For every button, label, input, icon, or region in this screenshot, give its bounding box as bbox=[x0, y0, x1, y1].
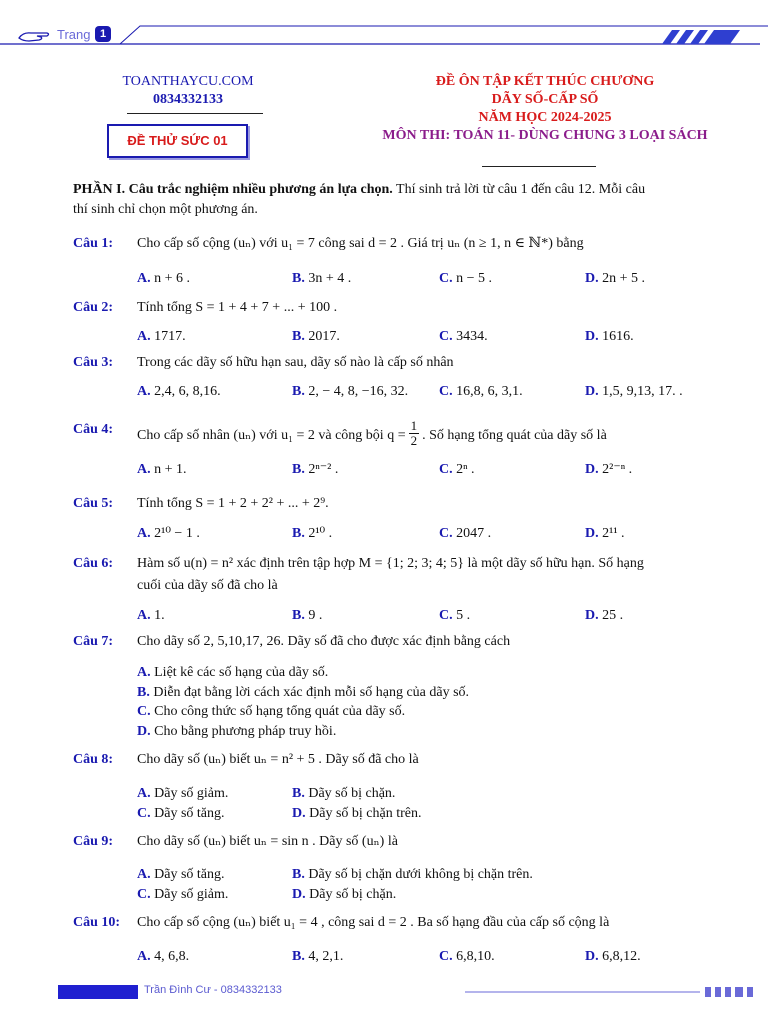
answer-option[interactable] bbox=[585, 461, 632, 479]
answer-option[interactable] bbox=[137, 270, 190, 288]
answer-option[interactable] bbox=[439, 525, 491, 543]
option-letter: D. bbox=[292, 806, 306, 821]
answer-option[interactable] bbox=[137, 684, 469, 702]
question-number: Câu 5: bbox=[73, 496, 114, 511]
option-letter: C. bbox=[439, 329, 453, 344]
option-letter: B. bbox=[292, 384, 305, 399]
section-instruction-line-2: thí sinh chỉ chọn một phương án. bbox=[73, 202, 258, 217]
option-text: Diễn đạt bằng lời cách xác định mỗi số hạng của dãy số. bbox=[153, 684, 470, 700]
option-text: Dãy số giảm. bbox=[154, 887, 229, 902]
option-text: Cho bằng phương pháp truy hồi. bbox=[154, 723, 337, 739]
option-letter: C. bbox=[137, 806, 151, 821]
option-letter: A. bbox=[137, 462, 151, 477]
answer-option[interactable] bbox=[585, 270, 645, 288]
option-letter: A. bbox=[137, 271, 151, 286]
footer-author: Trần Đình Cư - 0834332133 bbox=[144, 984, 282, 996]
option-letter: C. bbox=[439, 271, 453, 286]
answer-option[interactable] bbox=[585, 383, 683, 401]
question-number: Câu 1: bbox=[73, 236, 114, 251]
option-text: Liệt kê các số hạng của dãy số. bbox=[154, 665, 329, 680]
question-number: Câu 4: bbox=[73, 422, 114, 437]
option-text: Dãy số bị chặn trên. bbox=[309, 806, 422, 821]
question-text-part: Cho cấp số nhân (uₙ) với u₁ = 2 và công bội q = bbox=[137, 427, 406, 443]
answer-option[interactable] bbox=[137, 703, 405, 721]
option-text: n + 1. bbox=[154, 462, 187, 477]
answer-option[interactable] bbox=[292, 886, 396, 904]
answer-option[interactable] bbox=[292, 270, 351, 288]
option-letter: A. bbox=[137, 384, 151, 399]
answer-option[interactable] bbox=[137, 525, 200, 543]
answer-option[interactable] bbox=[137, 866, 225, 884]
question-text: Cho dãy số (uₙ) biết uₙ = n² + 5 . Dãy số đã cho là bbox=[137, 752, 419, 767]
option-letter: B. bbox=[292, 526, 305, 541]
answer-option[interactable] bbox=[137, 328, 186, 346]
question-text: Cho dãy số (uₙ) biết uₙ = sin n . Dãy số (uₙ) là bbox=[137, 834, 398, 849]
answer-option[interactable] bbox=[292, 866, 533, 884]
question-number: Câu 2: bbox=[73, 300, 114, 315]
option-text: 4, 6,8. bbox=[154, 949, 190, 964]
option-letter: A. bbox=[137, 786, 151, 801]
question-number: Câu 9: bbox=[73, 834, 114, 849]
question-text: Cho dãy số 2, 5,10,17, 26. Dãy số đã cho được xác định bằng cách bbox=[137, 634, 511, 649]
option-text: 2¹¹ . bbox=[602, 526, 625, 541]
footer-decoration bbox=[465, 984, 765, 1000]
option-letter: A. bbox=[137, 526, 151, 541]
answer-option[interactable] bbox=[137, 664, 328, 682]
question-text-line-2: cuối của dãy số đã cho là bbox=[137, 578, 278, 593]
option-letter: B. bbox=[292, 462, 305, 477]
answer-option[interactable] bbox=[585, 328, 634, 346]
pointing-hand-icon bbox=[17, 28, 51, 44]
answer-option[interactable] bbox=[137, 805, 225, 823]
option-letter: D. bbox=[585, 608, 599, 623]
answer-option[interactable] bbox=[137, 461, 187, 479]
option-letter: D. bbox=[292, 887, 306, 902]
option-letter: A. bbox=[137, 608, 151, 623]
option-text: 6,8,12. bbox=[602, 949, 641, 964]
question-text: Tính tổng S = 1 + 2 + 2² + ... + 2⁹. bbox=[137, 496, 329, 511]
option-letter: C. bbox=[439, 608, 453, 623]
question-text: Hàm số u(n) = n² xác định trên tập hợp M = {1; 2; 3; 4; 5} là một dãy số hữu hạn. Số hạng bbox=[137, 556, 644, 571]
page-label: Trang bbox=[57, 27, 91, 42]
answer-option[interactable] bbox=[292, 805, 421, 823]
option-text: 2, − 4, 8, −16, 32. bbox=[308, 384, 409, 399]
title-line-2: DÃY SỐ-CẤP SỐ bbox=[491, 92, 599, 107]
answer-option[interactable] bbox=[439, 948, 495, 966]
question-number: Câu 8: bbox=[73, 752, 114, 767]
answer-option[interactable] bbox=[292, 785, 395, 803]
option-letter: B. bbox=[292, 786, 305, 801]
answer-option[interactable] bbox=[585, 525, 625, 543]
question-number: Câu 7: bbox=[73, 634, 114, 649]
answer-option[interactable] bbox=[137, 607, 165, 625]
option-letter: B. bbox=[292, 867, 305, 882]
answer-option[interactable] bbox=[137, 886, 228, 904]
fraction-numerator: 1 bbox=[410, 418, 418, 433]
answer-option[interactable] bbox=[439, 328, 488, 346]
option-letter: A. bbox=[137, 665, 151, 680]
fraction bbox=[409, 419, 420, 448]
answer-option[interactable] bbox=[292, 383, 408, 401]
option-letter: B. bbox=[292, 949, 305, 964]
question-number: Câu 3: bbox=[73, 355, 114, 370]
question-text: Trong các dãy số hữu hạn sau, dãy số nào là cấp số nhân bbox=[137, 355, 454, 370]
option-text: 2,4, 6, 8,16. bbox=[154, 384, 221, 399]
header-band bbox=[0, 0, 768, 60]
option-text: 2n + 5 . bbox=[602, 271, 646, 286]
option-letter: A. bbox=[137, 867, 151, 882]
option-text: 4, 2,1. bbox=[308, 949, 344, 964]
option-text: 3n + 4 . bbox=[308, 271, 352, 286]
option-letter: C. bbox=[137, 887, 151, 902]
option-letter: B. bbox=[292, 608, 305, 623]
answer-option[interactable] bbox=[137, 948, 189, 966]
answer-option[interactable] bbox=[292, 948, 343, 966]
option-text: 1717. bbox=[154, 329, 186, 344]
question-text: Cho cấp số cộng (uₙ) biết u₁ = 4 , công sai d = 2 . Ba số hạng đầu của cấp số cộng là bbox=[137, 915, 610, 930]
answer-option[interactable] bbox=[137, 723, 336, 741]
option-letter: D. bbox=[137, 723, 151, 739]
phone-number: 0834332133 bbox=[153, 92, 223, 107]
option-text: Dãy số tăng. bbox=[154, 806, 225, 821]
option-text: 5 . bbox=[456, 608, 471, 623]
option-letter: C. bbox=[439, 384, 453, 399]
footer-bar bbox=[58, 985, 138, 999]
option-letter: C. bbox=[439, 462, 453, 477]
option-text: n − 5 . bbox=[456, 271, 493, 286]
option-text: 1616. bbox=[602, 329, 634, 344]
option-letter: B. bbox=[292, 329, 305, 344]
answer-option[interactable] bbox=[585, 607, 623, 625]
answer-option[interactable] bbox=[585, 948, 641, 966]
fraction-denominator: 2 bbox=[410, 433, 418, 448]
option-text: Dãy số giảm. bbox=[154, 786, 229, 801]
option-text: 1,5, 9,13, 17. . bbox=[602, 384, 683, 399]
site-name: TOANTHAYCU.COM bbox=[122, 74, 254, 89]
option-letter: B. bbox=[292, 271, 305, 286]
answer-option[interactable] bbox=[292, 525, 332, 543]
answer-option[interactable] bbox=[439, 270, 492, 288]
answer-option[interactable] bbox=[292, 607, 322, 625]
option-letter: D. bbox=[585, 526, 599, 541]
section-intro bbox=[73, 181, 645, 199]
question-text bbox=[137, 418, 607, 450]
option-letter: A. bbox=[137, 329, 151, 344]
question-text: Cho cấp số cộng (uₙ) với u₁ = 7 công sai d = 2 . Giá trị uₙ (n ≥ 1, n ∈ ℕ*) bằng bbox=[137, 236, 584, 251]
answer-option[interactable] bbox=[137, 383, 221, 401]
title-line-4: MÔN THI: TOÁN 11- DÙNG CHUNG 3 LOẠI SÁCH bbox=[382, 128, 708, 143]
option-text: 2¹⁰ − 1 . bbox=[154, 526, 200, 541]
exam-badge-label: ĐỀ THỬ SỨC 01 bbox=[127, 133, 228, 148]
option-text: 16,8, 6, 3,1. bbox=[456, 384, 523, 399]
option-text: 2ⁿ⁻² . bbox=[308, 462, 339, 477]
option-text: Cho công thức số hạng tổng quát của dãy số. bbox=[154, 704, 406, 719]
option-letter: C. bbox=[439, 526, 453, 541]
option-letter: C. bbox=[439, 949, 453, 964]
option-letter: D. bbox=[585, 271, 599, 286]
question-text-part: . Số hạng tổng quát của dãy số là bbox=[422, 427, 607, 443]
page-number-badge: 1 bbox=[95, 26, 111, 42]
option-text: Dãy số bị chặn. bbox=[308, 786, 396, 801]
option-text: 2²⁻ⁿ . bbox=[602, 462, 633, 477]
section-instruction: Thí sinh trả lời từ câu 1 đến câu 12. Mỗi câu bbox=[392, 182, 646, 197]
option-letter: C. bbox=[137, 704, 151, 719]
option-text: 3434. bbox=[456, 329, 488, 344]
divider bbox=[127, 113, 263, 114]
option-text: 2047 . bbox=[456, 526, 492, 541]
option-text: 1. bbox=[154, 608, 165, 623]
answer-option[interactable] bbox=[439, 383, 523, 401]
option-text: Dãy số bị chặn. bbox=[309, 887, 397, 902]
title-line-3: NĂM HỌC 2024-2025 bbox=[478, 110, 612, 125]
option-letter: A. bbox=[137, 949, 151, 964]
question-text: Tính tổng S = 1 + 4 + 7 + ... + 100 . bbox=[137, 300, 338, 315]
option-letter: B. bbox=[137, 684, 150, 700]
option-text: 6,8,10. bbox=[456, 949, 495, 964]
option-text: Dãy số tăng. bbox=[154, 867, 225, 882]
answer-option[interactable] bbox=[439, 607, 470, 625]
option-text: 25 . bbox=[602, 608, 624, 623]
divider bbox=[482, 166, 596, 167]
option-text: Dãy số bị chặn dưới không bị chặn trên. bbox=[308, 867, 533, 882]
answer-option[interactable] bbox=[292, 328, 340, 346]
answer-option[interactable] bbox=[439, 461, 475, 479]
option-text: 9 . bbox=[308, 608, 323, 623]
title-line-1: ĐỀ ÔN TẬP KẾT THÚC CHƯƠNG bbox=[435, 74, 655, 89]
option-text: n + 6 . bbox=[154, 271, 191, 286]
option-text: 2¹⁰ . bbox=[308, 526, 333, 541]
option-letter: D. bbox=[585, 949, 599, 964]
question-number: Câu 10: bbox=[73, 915, 121, 930]
option-letter: D. bbox=[585, 329, 599, 344]
option-text: 2017. bbox=[308, 329, 340, 344]
answer-option[interactable] bbox=[137, 785, 228, 803]
exam-badge bbox=[107, 124, 248, 158]
option-letter: D. bbox=[585, 462, 599, 477]
question-number: Câu 6: bbox=[73, 556, 114, 571]
answer-option[interactable] bbox=[292, 461, 338, 479]
option-text: 2ⁿ . bbox=[456, 462, 475, 477]
option-letter: D. bbox=[585, 384, 599, 399]
section-heading: PHẦN I. Câu trắc nghiệm nhiều phương án lựa chọn. bbox=[73, 182, 393, 197]
